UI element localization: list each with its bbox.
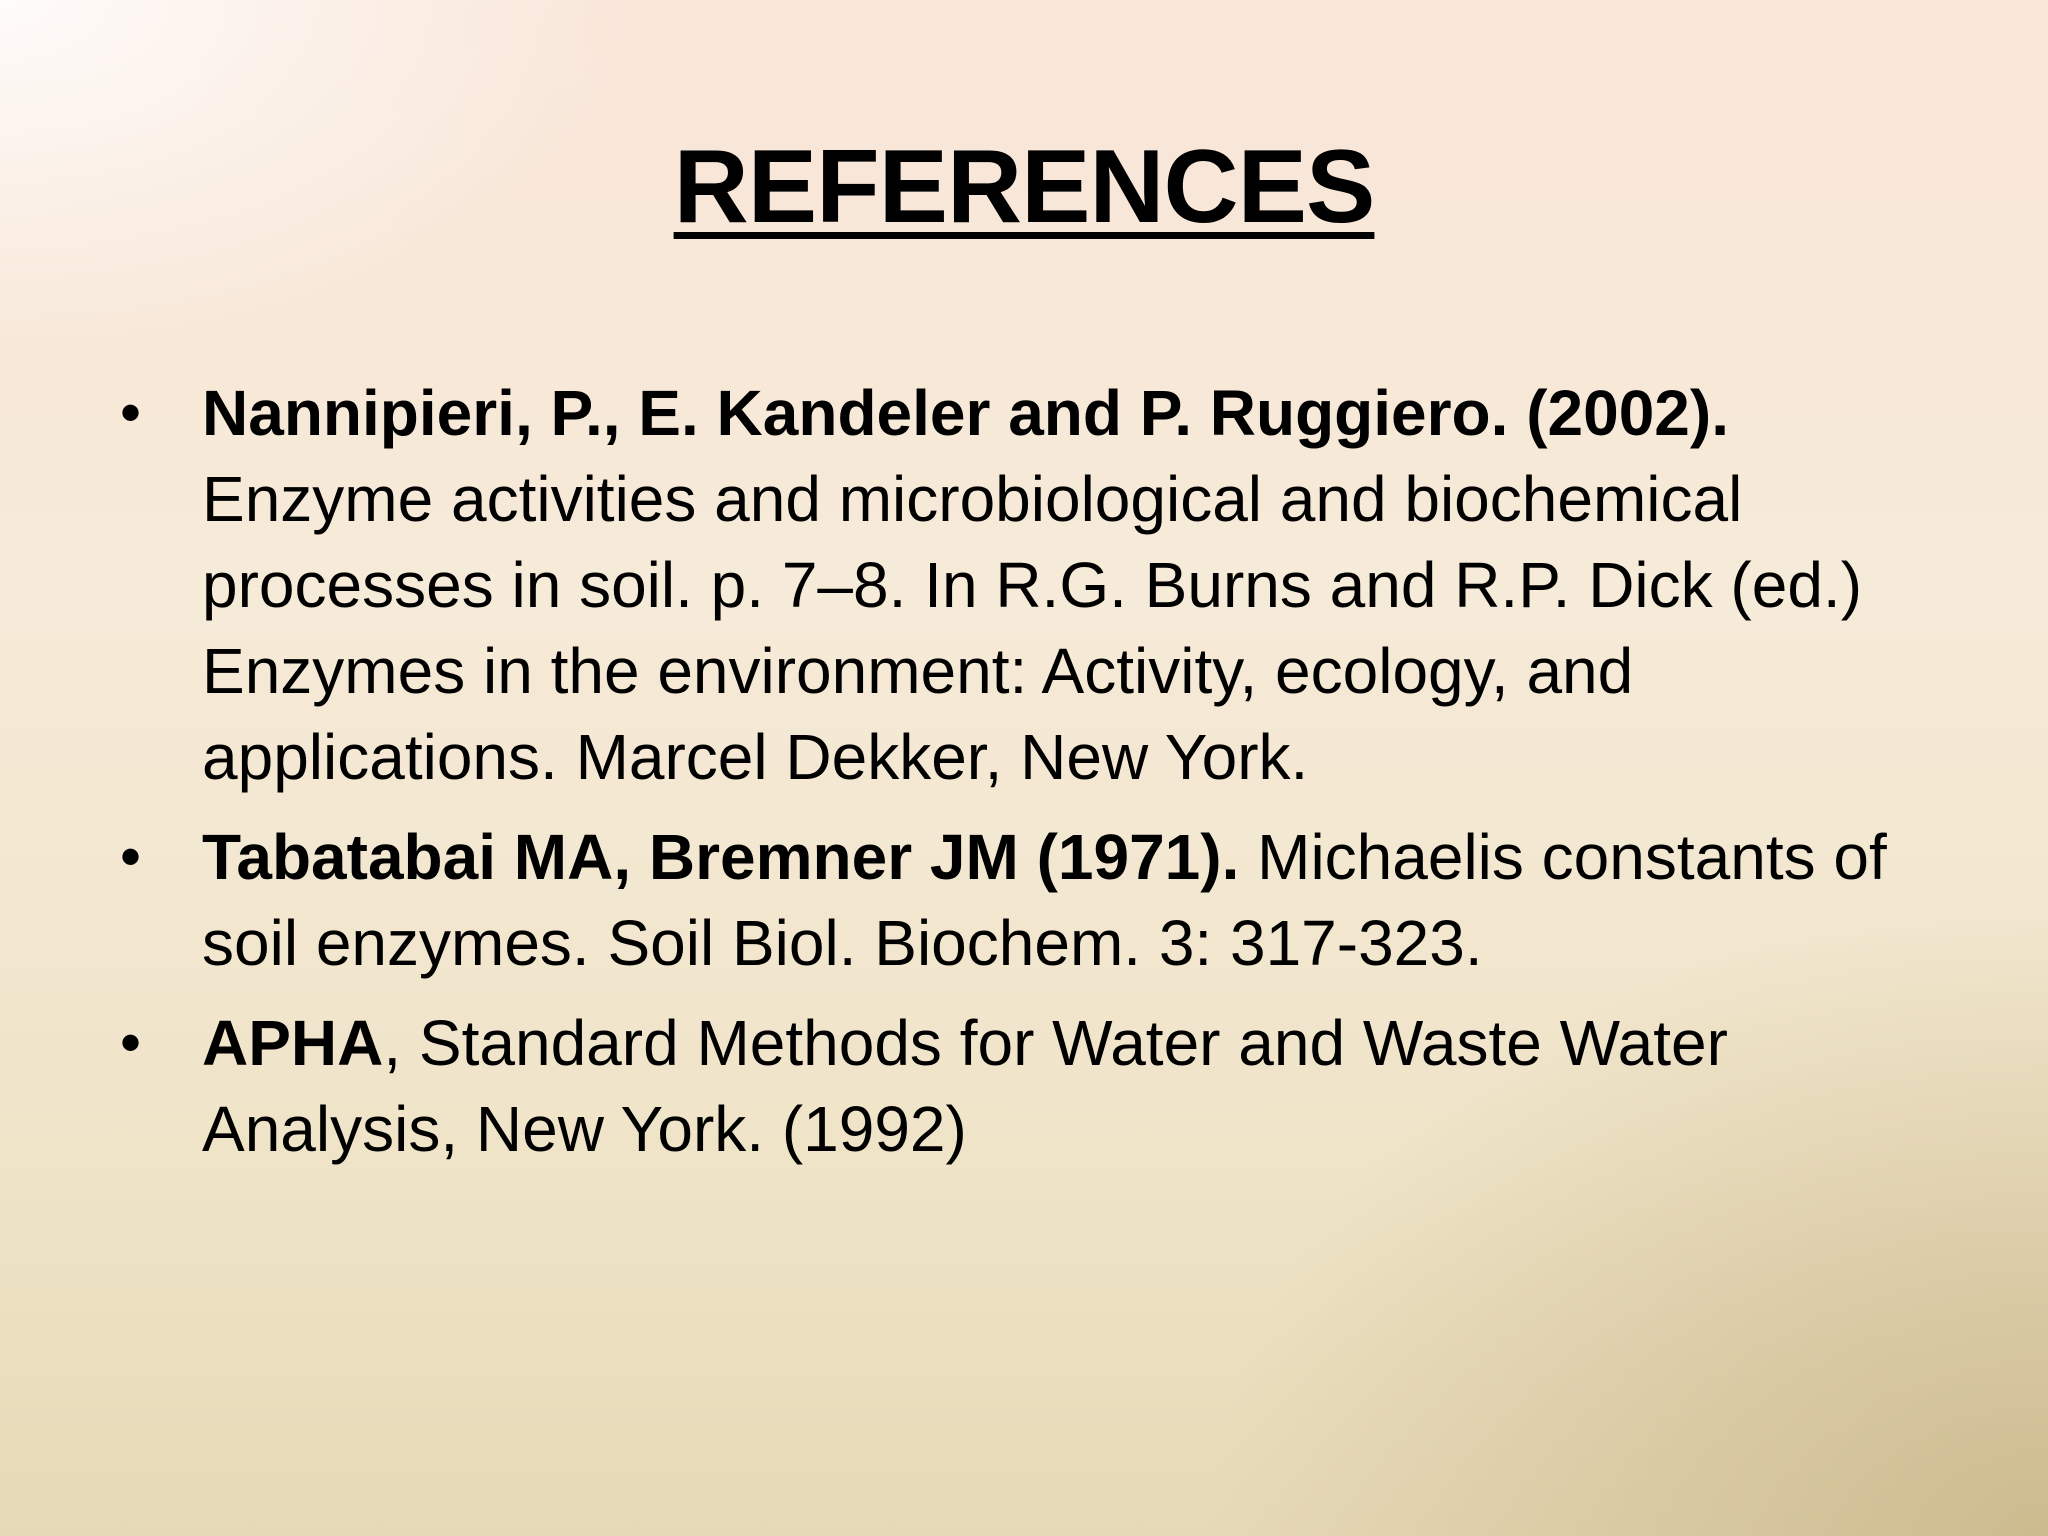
slide-title bbox=[0, 125, 2048, 250]
reference-details: Michaelis constants of soil enzymes. Soil Biol. Biochem. 3: 317-323. bbox=[202, 821, 1887, 979]
reference-list bbox=[120, 370, 1940, 1186]
reference-item-nannipieri bbox=[120, 370, 1940, 800]
reference-details: , Standard Methods for Water and Waste Water Analysis, New York. (1992) bbox=[202, 1007, 1728, 1165]
bullet-icon: • bbox=[120, 823, 142, 890]
reference-item-apha bbox=[120, 1000, 1940, 1172]
reference-authors: Nannipieri, P., E. Kandeler and P. Ruggiero. (2002). bbox=[202, 377, 1729, 449]
bullet-icon: • bbox=[120, 1009, 142, 1076]
bullet-icon: • bbox=[120, 379, 142, 446]
reference-details: Enzyme activities and microbiological and biochemical processes in soil. p. 7–8. In R.G. Burns and R.P. Dick (ed.) Enzymes in the environment: Activity, ecology, and applications. Marcel Dekker, New York. bbox=[202, 463, 1862, 793]
reference-authors: APHA bbox=[202, 1007, 384, 1079]
reference-authors: Tabatabai MA, Bremner JM (1971). bbox=[202, 821, 1240, 893]
slide-title-text: REFERENCES bbox=[673, 129, 1375, 245]
reference-item-tabatabai bbox=[120, 814, 1940, 986]
